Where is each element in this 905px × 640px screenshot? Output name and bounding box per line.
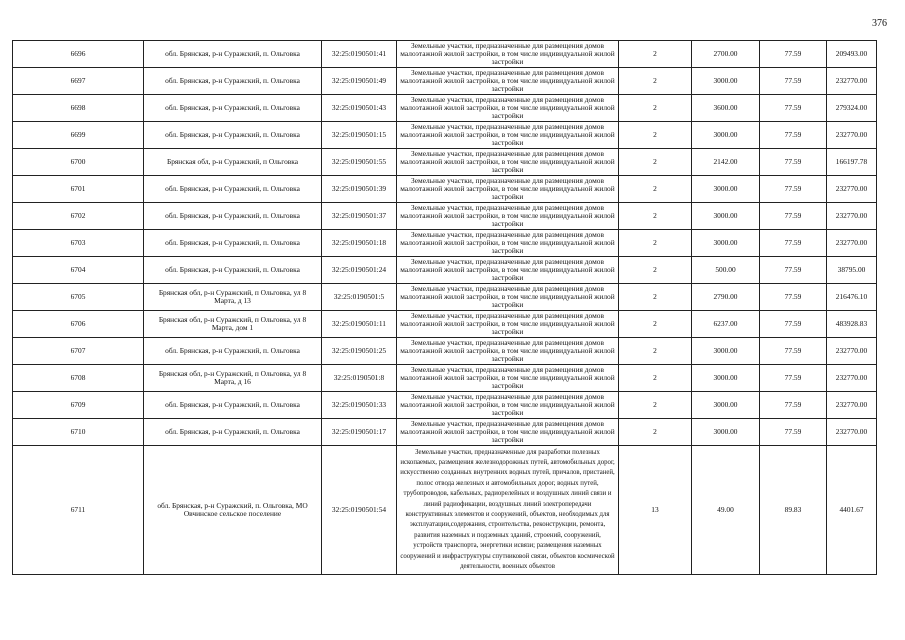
row-number: 6704: [13, 257, 144, 284]
rate-cell: 77.59: [760, 122, 827, 149]
cadastral-number-cell: 32:25:0190501:54: [322, 446, 397, 575]
table-row: [13, 95, 877, 122]
rate-cell: 77.59: [760, 203, 827, 230]
cadastral-number-cell: 32:25:0190501:24: [322, 257, 397, 284]
table-row: [13, 392, 877, 419]
row-number: 6696: [13, 41, 144, 68]
group-cell: 2: [619, 392, 692, 419]
area-cell: 3000.00: [692, 122, 760, 149]
row-number: 6701: [13, 176, 144, 203]
area-cell: 3600.00: [692, 95, 760, 122]
table-row: [13, 311, 877, 338]
cadastral-value-cell: 279324.00: [827, 95, 877, 122]
group-cell: 2: [619, 176, 692, 203]
table-row: [13, 68, 877, 95]
group-cell: 2: [619, 203, 692, 230]
rate-cell: 77.59: [760, 41, 827, 68]
cadastral-value-cell: 4401.67: [827, 446, 877, 575]
land-use-cell: Земельные участки, предназначенные для размещения домов малоэтажной жилой застройки, в том числе индивидуальной жилой застройки: [397, 203, 619, 230]
group-cell: 2: [619, 338, 692, 365]
table-row: [13, 41, 877, 68]
rate-cell: 77.59: [760, 284, 827, 311]
rate-cell: 77.59: [760, 230, 827, 257]
row-number: 6710: [13, 419, 144, 446]
address-cell: обл. Брянская, р-н Суражский, п. Ольговка: [144, 419, 322, 446]
area-cell: 2790.00: [692, 284, 760, 311]
area-cell: 3000.00: [692, 392, 760, 419]
cadastral-number-cell: 32:25:0190501:39: [322, 176, 397, 203]
group-cell: 2: [619, 41, 692, 68]
table-row: [13, 257, 877, 284]
cadastral-number-cell: 32:25:0190501:49: [322, 68, 397, 95]
row-number: 6706: [13, 311, 144, 338]
rate-cell: 77.59: [760, 68, 827, 95]
table-row: [13, 419, 877, 446]
address-cell: обл. Брянская, р-н Суражский, п. Ольговка, МО Овчинское сельское поселение: [144, 446, 322, 575]
cadastral-number-cell: 32:25:0190501:41: [322, 41, 397, 68]
area-cell: 49.00: [692, 446, 760, 575]
cadastral-value-cell: 232770.00: [827, 203, 877, 230]
cadastral-value-cell: 232770.00: [827, 338, 877, 365]
table-row: [13, 149, 877, 176]
land-use-cell: Земельные участки, предназначенные для размещения домов малоэтажной жилой застройки, в том числе индивидуальной жилой застройки: [397, 365, 619, 392]
address-cell: обл. Брянская, р-н Суражский, п. Ольговка: [144, 95, 322, 122]
table-row: [13, 230, 877, 257]
area-cell: 3000.00: [692, 176, 760, 203]
cadastral-number-cell: 32:25:0190501:37: [322, 203, 397, 230]
row-number: 6711: [13, 446, 144, 575]
land-use-cell: Земельные участки, предназначенные для размещения домов малоэтажной жилой застройки, в том числе индивидуальной жилой застройки: [397, 338, 619, 365]
cadastral-number-cell: 32:25:0190501:25: [322, 338, 397, 365]
table-row: [13, 122, 877, 149]
land-use-cell: Земельные участки, предназначенные для размещения домов малоэтажной жилой застройки, в том числе индивидуальной жилой застройки: [397, 95, 619, 122]
cadastral-value-cell: 232770.00: [827, 365, 877, 392]
row-number: 6707: [13, 338, 144, 365]
area-cell: 3000.00: [692, 365, 760, 392]
group-cell: 2: [619, 230, 692, 257]
group-cell: 2: [619, 95, 692, 122]
group-cell: 2: [619, 257, 692, 284]
land-use-cell: Земельные участки, предназначенные для размещения домов малоэтажной жилой застройки, в том числе индивидуальной жилой застройки: [397, 419, 619, 446]
row-number: 6698: [13, 95, 144, 122]
rate-cell: 77.59: [760, 257, 827, 284]
address-cell: обл. Брянская, р-н Суражский, п. Ольговка: [144, 122, 322, 149]
address-cell: обл. Брянская, р-н Суражский, п. Ольговка: [144, 230, 322, 257]
address-cell: обл. Брянская, р-н Суражский, п. Ольговка: [144, 41, 322, 68]
address-cell: обл. Брянская, р-н Суражский, п. Ольговка: [144, 257, 322, 284]
land-use-cell: Земельные участки, предназначенные для размещения домов малоэтажной жилой застройки, в том числе индивидуальной жилой застройки: [397, 311, 619, 338]
row-number: 6699: [13, 122, 144, 149]
land-use-cell: Земельные участки, предназначенные для размещения домов малоэтажной жилой застройки, в том числе индивидуальной жилой застройки: [397, 392, 619, 419]
land-use-cell: Земельные участки, предназначенные для разработки полезных ископаемых, размещения железнодорожных путей, автомобильных дорог, искусственно созданных внутренних водных путей, причалов, пристаней, полос отвода железных и автомобильных дорог, водных путей, трубопроводов, кабельных, радиорелейных и воздушных линий связи и линий радиофикации, воздушных линий электропередачи конструктивных элементов и сооружений, объектов, необходимых для эксплуатации,содержания, строительства, реконструкции, ремонта, развития наземных и подземных зданий, строений, сооружений, устройств транспорта, энергетики исвязи; размещения наземных сооружений и инфраструктуры спутниковой связи, объектов космической деятельности, военных объектов: [397, 446, 619, 575]
rate-cell: 77.59: [760, 176, 827, 203]
area-cell: 3000.00: [692, 68, 760, 95]
group-cell: 2: [619, 419, 692, 446]
address-cell: Брянская обл, р-н Суражский, п Ольговка: [144, 149, 322, 176]
rate-cell: 77.59: [760, 392, 827, 419]
land-use-cell: Земельные участки, предназначенные для размещения домов малоэтажной жилой застройки, в том числе индивидуальной жилой застройки: [397, 122, 619, 149]
cadastral-number-cell: 32:25:0190501:5: [322, 284, 397, 311]
cadastral-value-cell: 232770.00: [827, 392, 877, 419]
address-cell: обл. Брянская, р-н Суражский, п. Ольговка: [144, 338, 322, 365]
cadastral-number-cell: 32:25:0190501:43: [322, 95, 397, 122]
area-cell: 6237.00: [692, 311, 760, 338]
cadastral-number-cell: 32:25:0190501:8: [322, 365, 397, 392]
land-use-cell: Земельные участки, предназначенные для размещения домов малоэтажной жилой застройки, в том числе индивидуальной жилой застройки: [397, 149, 619, 176]
address-cell: Брянская обл, р-н Суражский, п Ольговка, ул 8 Марта, д 16: [144, 365, 322, 392]
address-cell: Брянская обл, р-н Суражский, п Ольговка, ул 8 Марта, д 13: [144, 284, 322, 311]
area-cell: 3000.00: [692, 203, 760, 230]
cadastral-value-cell: 166197.78: [827, 149, 877, 176]
row-number: 6709: [13, 392, 144, 419]
group-cell: 2: [619, 149, 692, 176]
cadastral-number-cell: 32:25:0190501:17: [322, 419, 397, 446]
cadastral-value-cell: 232770.00: [827, 230, 877, 257]
rate-cell: 77.59: [760, 149, 827, 176]
address-cell: Брянская обл, р-н Суражский, п Ольговка, ул 8 Марта, дом 1: [144, 311, 322, 338]
table-row: [13, 446, 877, 575]
cadastral-number-cell: 32:25:0190501:15: [322, 122, 397, 149]
group-cell: 2: [619, 68, 692, 95]
table-row: [13, 176, 877, 203]
group-cell: 2: [619, 311, 692, 338]
group-cell: 13: [619, 446, 692, 575]
area-cell: 500.00: [692, 257, 760, 284]
row-number: 6705: [13, 284, 144, 311]
area-cell: 3000.00: [692, 338, 760, 365]
land-use-cell: Земельные участки, предназначенные для размещения домов малоэтажной жилой застройки, в том числе индивидуальной жилой застройки: [397, 257, 619, 284]
area-cell: 3000.00: [692, 419, 760, 446]
table-body: [13, 41, 877, 575]
cadastral-number-cell: 32:25:0190501:18: [322, 230, 397, 257]
rate-cell: 77.59: [760, 311, 827, 338]
cadastral-value-cell: 209493.00: [827, 41, 877, 68]
row-number: 6708: [13, 365, 144, 392]
cadastral-number-cell: 32:25:0190501:11: [322, 311, 397, 338]
address-cell: обл. Брянская, р-н Суражский, п. Ольговка: [144, 392, 322, 419]
area-cell: 2700.00: [692, 41, 760, 68]
rate-cell: 77.59: [760, 419, 827, 446]
cadastral-value-cell: 216476.10: [827, 284, 877, 311]
row-number: 6700: [13, 149, 144, 176]
cadastral-number-cell: 32:25:0190501:55: [322, 149, 397, 176]
table-row: [13, 365, 877, 392]
cadastral-value-cell: 232770.00: [827, 68, 877, 95]
address-cell: обл. Брянская, р-н Суражский, п. Ольговка: [144, 176, 322, 203]
address-cell: обл. Брянская, р-н Суражский, п. Ольговка: [144, 68, 322, 95]
land-use-cell: Земельные участки, предназначенные для размещения домов малоэтажной жилой застройки, в том числе индивидуальной жилой застройки: [397, 68, 619, 95]
cadastral-value-cell: 38795.00: [827, 257, 877, 284]
cadastral-value-table: [12, 40, 877, 575]
rate-cell: 77.59: [760, 95, 827, 122]
cadastral-value-cell: 232770.00: [827, 419, 877, 446]
table-row: [13, 284, 877, 311]
group-cell: 2: [619, 122, 692, 149]
table-row: [13, 338, 877, 365]
area-cell: 2142.00: [692, 149, 760, 176]
cadastral-value-cell: 232770.00: [827, 176, 877, 203]
land-use-cell: Земельные участки, предназначенные для размещения домов малоэтажной жилой застройки, в том числе индивидуальной жилой застройки: [397, 41, 619, 68]
row-number: 6703: [13, 230, 144, 257]
table-row: [13, 203, 877, 230]
cadastral-value-cell: 232770.00: [827, 122, 877, 149]
land-use-cell: Земельные участки, предназначенные для размещения домов малоэтажной жилой застройки, в том числе индивидуальной жилой застройки: [397, 284, 619, 311]
group-cell: 2: [619, 284, 692, 311]
cadastral-value-cell: 483928.83: [827, 311, 877, 338]
land-use-cell: Земельные участки, предназначенные для размещения домов малоэтажной жилой застройки, в том числе индивидуальной жилой застройки: [397, 230, 619, 257]
address-cell: обл. Брянская, р-н Суражский, п. Ольговка: [144, 203, 322, 230]
cadastral-number-cell: 32:25:0190501:33: [322, 392, 397, 419]
rate-cell: 77.59: [760, 365, 827, 392]
rate-cell: 77.59: [760, 338, 827, 365]
land-use-cell: Земельные участки, предназначенные для размещения домов малоэтажной жилой застройки, в том числе индивидуальной жилой застройки: [397, 176, 619, 203]
area-cell: 3000.00: [692, 230, 760, 257]
rate-cell: 89.83: [760, 446, 827, 575]
page-number: 376: [872, 18, 887, 29]
row-number: 6702: [13, 203, 144, 230]
group-cell: 2: [619, 365, 692, 392]
row-number: 6697: [13, 68, 144, 95]
